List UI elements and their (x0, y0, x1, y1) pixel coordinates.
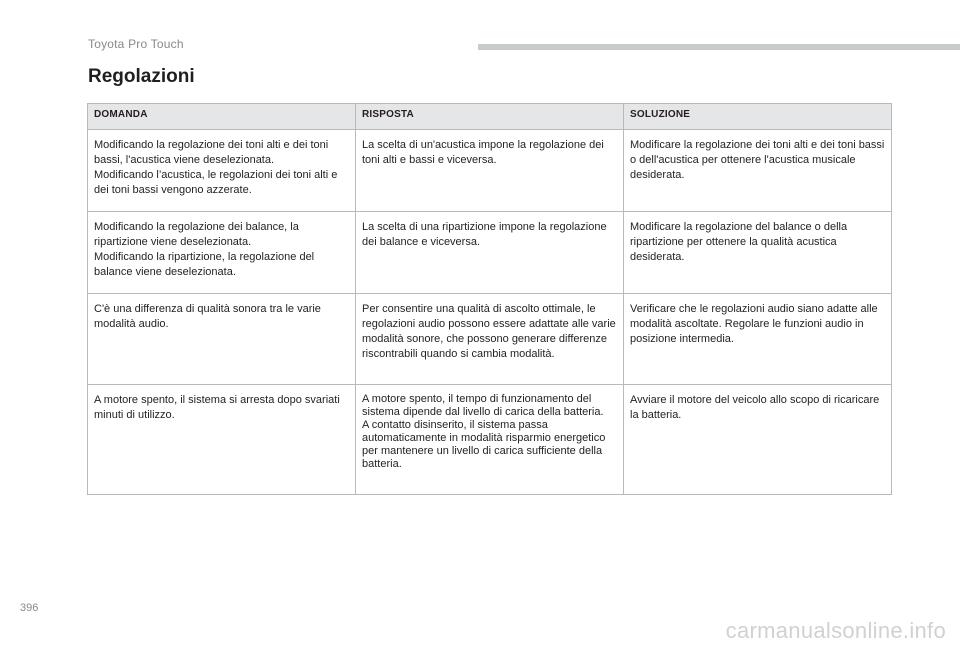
question-cell (88, 294, 356, 385)
answer-cell (356, 294, 624, 385)
brand-label: Toyota Pro Touch (88, 37, 184, 51)
answer-text: A motore spento, il tempo di funzionamento del sistema dipende dal livello di carica della batteria. A contatto disinserito, il sistema passa automaticamente in modalità risparmio energetico per mantenere un livello di carica sufficiente della batteria. (362, 393, 606, 470)
watermark: carmanualsonline.info (725, 618, 946, 643)
table-row (88, 385, 892, 495)
table-row (88, 130, 892, 212)
solution-text: Avviare il motore del veicolo allo scopo di ricaricare la batteria. (630, 394, 880, 421)
page-number: 396 (20, 602, 39, 614)
question-cell (88, 130, 356, 212)
table-row (88, 212, 892, 294)
faq-table (87, 103, 892, 495)
question-text: Modificando la regolazione dei balance, la ripartizione viene deselezionata. Modificando la ripartizione, la regolazione del balance viene deselezionata. (94, 221, 315, 278)
question-text: A motore spento, il sistema si arresta dopo svariati minuti di utilizzo. (94, 394, 340, 421)
question-cell (88, 385, 356, 495)
table-row (88, 294, 892, 385)
solution-cell (624, 212, 892, 294)
column-header-risposta: RISPOSTA (356, 104, 624, 130)
answer-text: La scelta di una ripartizione impone la regolazione dei balance e viceversa. (362, 221, 607, 248)
answer-cell (356, 130, 624, 212)
column-header-soluzione: SOLUZIONE (624, 104, 892, 130)
question-text: Modificando la regolazione dei toni alti e dei toni bassi, l'acustica viene deselezionata. Modificando l’acustica, le regolazioni dei toni alti e dei toni bassi vengono azzerate. (94, 139, 338, 196)
solution-cell (624, 294, 892, 385)
question-cell (88, 212, 356, 294)
table-header-row (88, 104, 892, 130)
solution-cell (624, 130, 892, 212)
answer-cell (356, 385, 624, 495)
page-title: Regolazioni (88, 66, 195, 87)
solution-text: Modificare la regolazione dei toni alti e dei toni bassi o dell'acustica per ottenere l'acustica musicale desiderata. (630, 139, 885, 181)
column-header-domanda: DOMANDA (88, 104, 356, 130)
answer-text: La scelta di un'acustica impone la regolazione dei toni alti e bassi e viceversa. (362, 139, 604, 166)
answer-text: Per consentire una qualità di ascolto ottimale, le regolazioni audio possono essere adattate alle varie modalità sonore, che possono generare differenze riscontrabili quando si cambia modalità. (362, 303, 616, 360)
header-divider-bar (478, 44, 960, 50)
solution-text: Modificare la regolazione del balance o della ripartizione per ottenere la qualità acustica desiderata. (630, 221, 848, 263)
solution-text: Verificare che le regolazioni audio siano adatte alle modalità ascoltate. Regolare le funzioni audio in posizione intermedia. (630, 303, 878, 345)
solution-cell (624, 385, 892, 495)
answer-cell (356, 212, 624, 294)
question-text: C'è una differenza di qualità sonora tra le varie modalità audio. (94, 303, 321, 330)
